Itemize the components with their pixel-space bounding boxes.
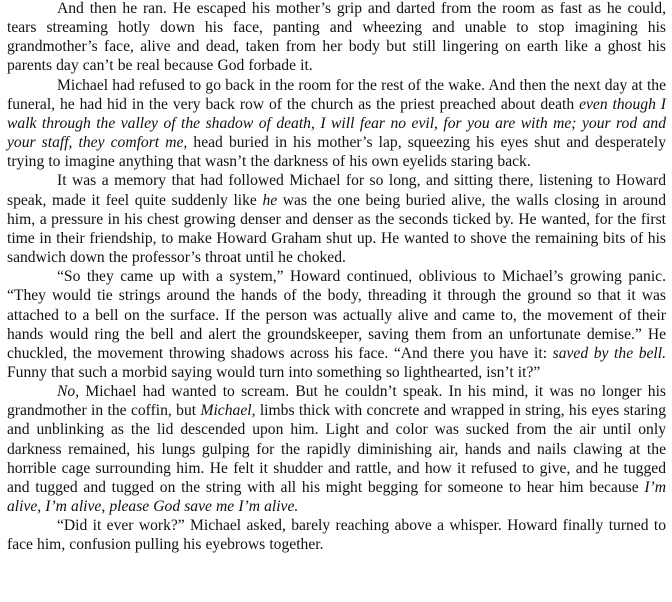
text-run: “Did it ever work?” Michael asked, barely reaching above a whisper. Howard finally turned to face him, confusion pulling his eyebrows together.	[7, 517, 666, 554]
text-run: head buried in his mother’s lap, squeezing his eyes shut and desperately trying to imagine anything that wasn’t the darkness of his own eyelids staring back.	[7, 134, 666, 171]
text-run: limbs thick with concrete and wrapped in string, his eyes staring and unblinking as the lid descended upon him. Light and color was sucked from the air until only darkness remained, his lungs gulping for the rapidly diminishing air, hands and nails clawing at the horrible cage surrounding him. He felt it shudder and rattle, and how it refused to give, and he tugged and tugged and tugged on the string with all his might begging for someone to hear him because	[7, 402, 667, 496]
text-run: Michael had refused to go back in the room for the rest of the wake. And then the next day at the funeral, he had hid in the very back row of the church as the priest preached about death	[7, 76, 666, 113]
text-run: It was a memory that had followed Michael for so long, and sitting there, listening to Howard speak, made it feel quite suddenly like	[7, 172, 666, 209]
italic-text: Michael,	[200, 402, 256, 420]
prose-body	[7, 0, 666, 555]
italic-text: I’m alive, I’m alive, please God save me I’m alive.	[7, 478, 666, 516]
italic-text: he	[262, 191, 278, 209]
text-run: was the one being buried alive, the walls closing in around him, a pressure in his chest growing denser and denser as the seconds ticked by. He wanted, for the first time in their friendship, to make Howard Graham shut up. He wanted to shove the remaining bits of his sandwich down the professor’s throat until he choked.	[7, 191, 666, 267]
paragraph	[7, 267, 666, 382]
italic-text: saved by the bell.	[552, 344, 666, 362]
italic-text: even though I walk through the valley of the shadow of death, I will fear no evil, for you are with me; your rod and your staff, they comfort me,	[7, 95, 666, 152]
paragraph	[7, 382, 666, 516]
paragraph	[7, 0, 666, 76]
paragraph	[7, 516, 666, 554]
paragraph	[7, 76, 666, 172]
text-run: And then he ran. He escaped his mother’s grip and darted from the room as fast as he could, tears streaming hotly down his face, panting and wheezing and unable to stop imagining his grandmother’s face, alive and dead, taken from her body but still lingering on earth like a ghost his parents day can’t be real because God forbade it.	[7, 0, 666, 75]
text-run: Michael had wanted to scream. But he couldn’t speak. In his mind, it was no longer his grandmother in the coffin, but	[7, 383, 666, 420]
text-run: Funny that such a morbid saying would turn into something so lighthearted, isn’t it?”	[7, 363, 541, 381]
text-run: “So they came up with a system,” Howard continued, oblivious to Michael’s growing panic. “They would tie strings around the hands of the body, threading it through the ground so that it was attached to a bell on the surface. If the person was actually alive and came to, the movement of their hands would ring the bell and alert the groundskeeper, saving them from an unfortunate demise.” He chuckled, the movement throwing shadows across his face. “And there you have it:	[7, 268, 666, 362]
paragraph	[7, 171, 666, 267]
italic-text: No,	[57, 383, 80, 401]
